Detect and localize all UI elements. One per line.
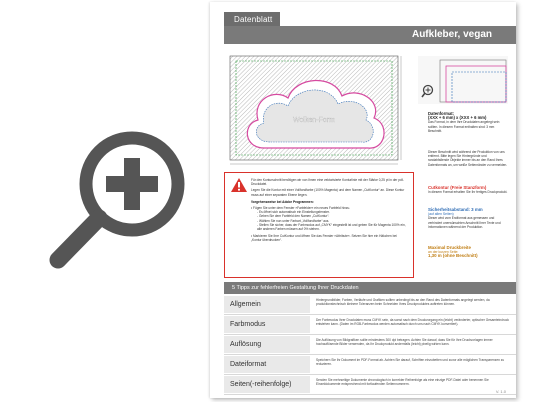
shape-label: Wolken-Form (293, 117, 335, 124)
page-number: V. 1.0 (495, 389, 506, 394)
safety-note: Sicherheitsabstand: 3 mm (auf allen Seiten) Dieser wird vom Endformat aus gemessen und verhindert unerwünschten Anschnitt Ihrer Texte und Informationen während der Produktion. (428, 207, 501, 229)
tips-header: 5 Tipps zur fehlerfreien Gestaltung Ihrer Druckdaten (224, 282, 516, 294)
tip-row (224, 376, 516, 395)
tip-text: Speichern Sie Ihr Dokument im PDF-Format ab. Achten Sie darauf, Schriften einzubetten und zuvor alle möglichen Transparenzen zu reduzieren. (316, 358, 505, 366)
tip-text: Senden Sie mehrseitige Dokumente chronologisch in korrekter Reihenfolge als eine einzige PDF-Datei oder benennen Sie Einzeldokumente entsprechend mit fortlaufenden Seitennummern. (316, 378, 489, 386)
tip-label: Allgemein (224, 296, 310, 313)
tip-label: Dateiformat (224, 356, 310, 373)
tip-text: Hintergrundbilder, Farben, Verläufe und Grafiken sollten unbedingt bis an den Rand des Datenformats angelegt werden, da produktionstechnisch kleinere Toleranzen beim Schneiden Ihres Druckproduktes auftreten können. (316, 298, 490, 306)
tip-text: Der Farbmodus Ihrer Druckdaten muss CMYK sein, da sonst nach dem Druckvorgang ein (leicht) veränderter, optischer Gesamteindruck entstehen kann. (Daten im RGB-Farbmodus werden automatisch durch uns nach CMYK konvertiert). (316, 318, 509, 326)
tip-row (224, 336, 516, 355)
bleed-note: Dieser Beschnitt wird während der Produktion von uns entfernt. Bitte legen Sie Hintergründe und randabfallende Objekte immer bis an den Rand Ihres Datenformats an, um weiße Seitenränder zu vermeiden. (428, 150, 508, 167)
zoom-in-magnifier-icon[interactable] (44, 124, 192, 272)
warning-triangle-icon (231, 178, 247, 192)
tip-label: Seiten(-reihenfolge) (224, 376, 310, 393)
tip-row (224, 316, 516, 335)
datasheet-page[interactable] (210, 2, 516, 398)
datasheet-tab: Datenblatt (224, 12, 280, 26)
title-bar (224, 26, 516, 44)
tip-row (224, 356, 516, 375)
page-title: Aufkleber, vegan (411, 29, 492, 40)
tip-row (224, 296, 516, 315)
tip-label: Farbmodus (224, 316, 310, 333)
warning-text: Für den Konturschnitt benötigen wir von Ihnen eine vektorisierte Konturlinie mit der Stärke 0,25 pt in der pdf-Druckdatei. Legen Sie die Kontur mit einer Vollfondfarbe (100% Magenta) und dem Namen „CutKontur“ an. Diese Kontur muss auf einer separaten Ebene liegen. Vorgehensweise bei Adobe Programmen: • Fügen Sie unter dem Fenster »Farbfelder« ein neues Farbfeld hinzu. - Es öffnet sich automatisch ein Einstellungsfenster. - Geben Sie dem Farbfeld den Namen „CutKontur“. - Wählen Sie nun unter Farbart „Vollfondfarbe“ aus. - Stellen Sie sicher, dass der Farbmodus auf „CMYK“ eingestellt ist und geben Sie für Magenta 100% ein, alle anderen Farben müssen auf 0% stehen. • Markieren Sie Ihre CutKontur und öffnen Sie das Fenster »Attribute«. Setzen Sie hier ein Häkchen bei „Kontur überdrucken“. (251, 178, 406, 243)
tip-text: Die Auflösung von Bildgrafiken sollte mindestens 300 dpi betragen. Achten Sie darauf, dass Sie für Ihre Druckvorlagen immer hochauflösende Bilder verwenden, da Ihr Druckprodukt andernfalls (leicht) pixelig wirken kann. (316, 338, 493, 346)
max-width-note: Maximal Druckbreite an der kurzen Seite: 1,30 m (ohne Beschnitt) (428, 245, 478, 259)
format-note: Datenformat: (XXX + 6 mm) x (XXX + 6 mm) Das Format, in dem Ihre Druckdaten angelegt sein sollten. In diesem Format enthalten sind: 3 mm Beschnitt. (428, 111, 500, 133)
cut-contour-note: Cutkontur (Freie Stanzform) In diesem Format erhalten Sie Ihr fertiges Druckprodukt. (428, 185, 508, 195)
sticker-template-drawing (224, 52, 404, 167)
tip-label: Auflösung (224, 336, 310, 353)
contour-warning-box (224, 172, 414, 278)
corner-detail-drawing (418, 56, 508, 104)
